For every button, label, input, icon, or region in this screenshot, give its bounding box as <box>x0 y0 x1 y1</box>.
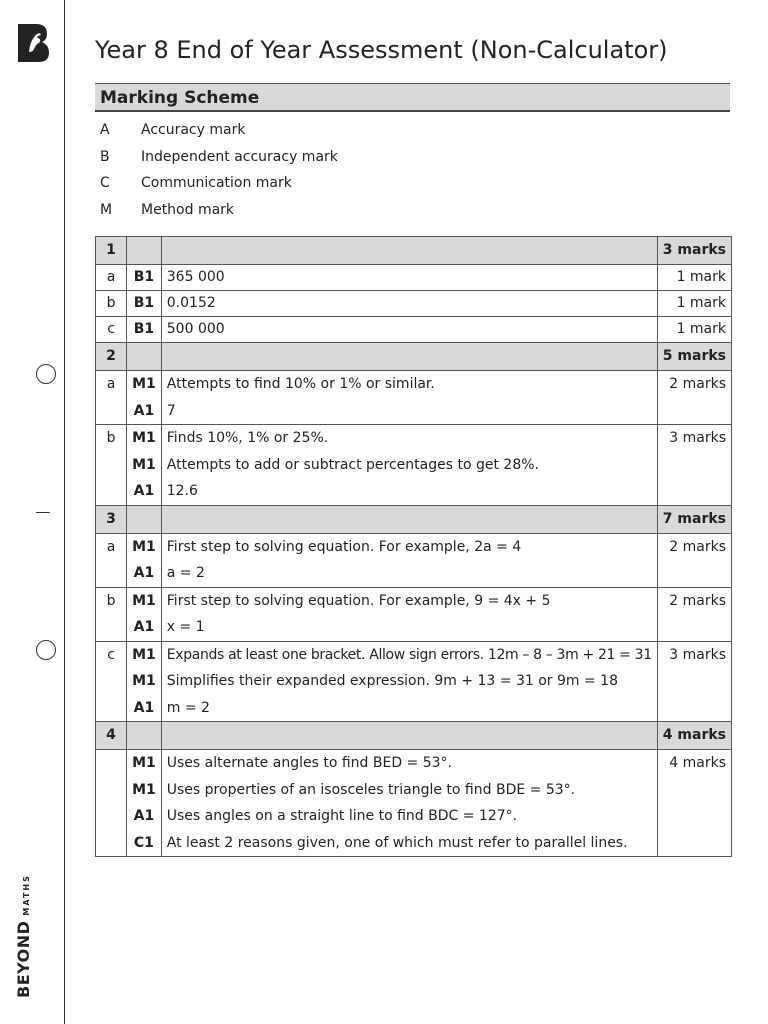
legend-item <box>100 144 338 171</box>
part-row <box>96 641 732 722</box>
part-row <box>96 291 732 317</box>
mark-code: B1 <box>127 291 162 317</box>
criterion-text: a = 2 <box>166 565 205 581</box>
criterion-text: First step to solving equation. For example, 2a = 4 <box>166 538 522 555</box>
part-row <box>96 371 732 425</box>
beyond-maths-brand <box>14 874 33 998</box>
mark-code: M1 <box>132 673 156 689</box>
criterion-text: 12.6 <box>166 483 198 499</box>
part-marks: 4 marks <box>657 750 731 857</box>
binder-hole-bottom <box>36 640 56 660</box>
criterion-text: x = 1 <box>166 619 205 635</box>
question-total: 7 marks <box>657 505 731 533</box>
question-header-row <box>96 722 732 750</box>
mark-code: M1 <box>132 592 156 609</box>
criterion-text: 365 000 <box>161 265 657 291</box>
criterion-text: m = 2 <box>166 699 210 716</box>
mark-code: M1 <box>132 781 156 798</box>
criterion-text: 500 000 <box>161 317 657 343</box>
criterion-text: At least 2 reasons given, one of which must refer to parallel lines. <box>166 834 628 851</box>
section-header <box>95 84 730 112</box>
part-label: a <box>96 533 127 587</box>
question-number: 4 <box>96 722 127 750</box>
legend-key: M <box>100 202 113 219</box>
legend-item <box>100 170 338 197</box>
part-marks: 1 mark <box>657 317 731 343</box>
legend-label: Method mark <box>141 202 235 219</box>
mark-code: B1 <box>127 317 162 343</box>
part-label <box>96 750 127 857</box>
mark-code: B1 <box>127 265 162 291</box>
fold-mark <box>36 512 50 513</box>
part-marks: 2 marks <box>657 371 731 425</box>
question-number: 1 <box>96 237 127 265</box>
part-row <box>96 317 732 343</box>
legend-key: C <box>100 175 110 192</box>
part-marks: 2 marks <box>657 533 731 587</box>
mark-code: A1 <box>133 565 155 581</box>
part-row <box>96 425 732 506</box>
part-label: a <box>96 371 127 425</box>
part-label: a <box>96 265 127 291</box>
criterion-text: Finds 10%, 1% or 25%. <box>166 430 329 446</box>
question-header-row <box>96 237 732 265</box>
criterion-text: Attempts to add or subtract percentages to get 28%. <box>166 456 539 473</box>
mark-code: M1 <box>132 538 156 555</box>
criterion-text: Attempts to find 10% or 1% or similar. <box>166 376 435 392</box>
binder-hole-top <box>36 364 56 384</box>
brand-word-maths: MATHS <box>22 874 31 916</box>
brand-word-beyond: BEYOND <box>14 920 33 998</box>
legend-label: Independent accuracy mark <box>141 148 338 165</box>
criterion-text: 7 <box>166 402 176 419</box>
legend-label: Accuracy mark <box>141 122 246 139</box>
part-label: c <box>96 317 127 343</box>
criterion-text: Uses properties of an isosceles triangle to find BDE = 53°. <box>166 781 576 798</box>
part-marks: 1 mark <box>657 291 731 317</box>
question-number: 2 <box>96 343 127 371</box>
legend-key: B <box>100 148 110 165</box>
legend-item <box>100 117 338 144</box>
question-header-row <box>96 343 732 371</box>
mark-code: M1 <box>132 456 156 473</box>
criterion-text: 0.0152 <box>161 291 657 317</box>
mark-code: A1 <box>133 619 155 635</box>
criterion-text: First step to solving equation. For example, 9 = 4x + 5 <box>166 592 551 609</box>
part-label: b <box>96 425 127 506</box>
question-header-row <box>96 505 732 533</box>
question-total: 3 marks <box>657 237 731 265</box>
page-title: Year 8 End of Year Assessment (Non-Calculator) <box>95 36 668 64</box>
part-row <box>96 265 732 291</box>
margin-line <box>64 0 65 1024</box>
mark-code: M1 <box>132 430 156 446</box>
part-marks: 3 marks <box>657 425 731 506</box>
mark-code: A1 <box>133 808 155 824</box>
part-marks: 3 marks <box>657 641 731 722</box>
mark-code: A1 <box>133 483 155 499</box>
criterion-text: Uses angles on a straight line to find BDC = 127°. <box>166 808 518 824</box>
legend-label: Communication mark <box>141 175 292 192</box>
mark-code: A1 <box>133 699 155 716</box>
legend-key: A <box>100 122 110 139</box>
part-marks: 1 mark <box>657 265 731 291</box>
criterion-text: Simplifies their expanded expression. 9m + 13 = 31 or 9m = 18 <box>166 673 618 689</box>
mark-code: M1 <box>132 755 156 771</box>
part-label: c <box>96 641 127 722</box>
marking-table <box>95 236 732 857</box>
part-row <box>96 587 732 641</box>
part-row <box>96 750 732 857</box>
question-total: 5 marks <box>657 343 731 371</box>
mark-code: A1 <box>133 402 155 419</box>
beyond-logo-icon <box>16 22 50 64</box>
criterion-text: Uses alternate angles to find BED = 53°. <box>166 755 452 771</box>
part-marks: 2 marks <box>657 587 731 641</box>
part-row <box>96 533 732 587</box>
mark-type-legend <box>100 117 338 223</box>
criterion-text: Expands at least one bracket. Allow sign errors. 12m – 8 – 3m + 21 = 31 <box>166 646 652 663</box>
question-number: 3 <box>96 505 127 533</box>
mark-code: M1 <box>132 376 156 392</box>
section-title: Marking Scheme <box>100 88 260 108</box>
legend-item <box>100 197 338 224</box>
mark-code: C1 <box>133 834 154 851</box>
mark-code: M1 <box>132 646 156 663</box>
question-total: 4 marks <box>657 722 731 750</box>
part-label: b <box>96 587 127 641</box>
part-label: b <box>96 291 127 317</box>
